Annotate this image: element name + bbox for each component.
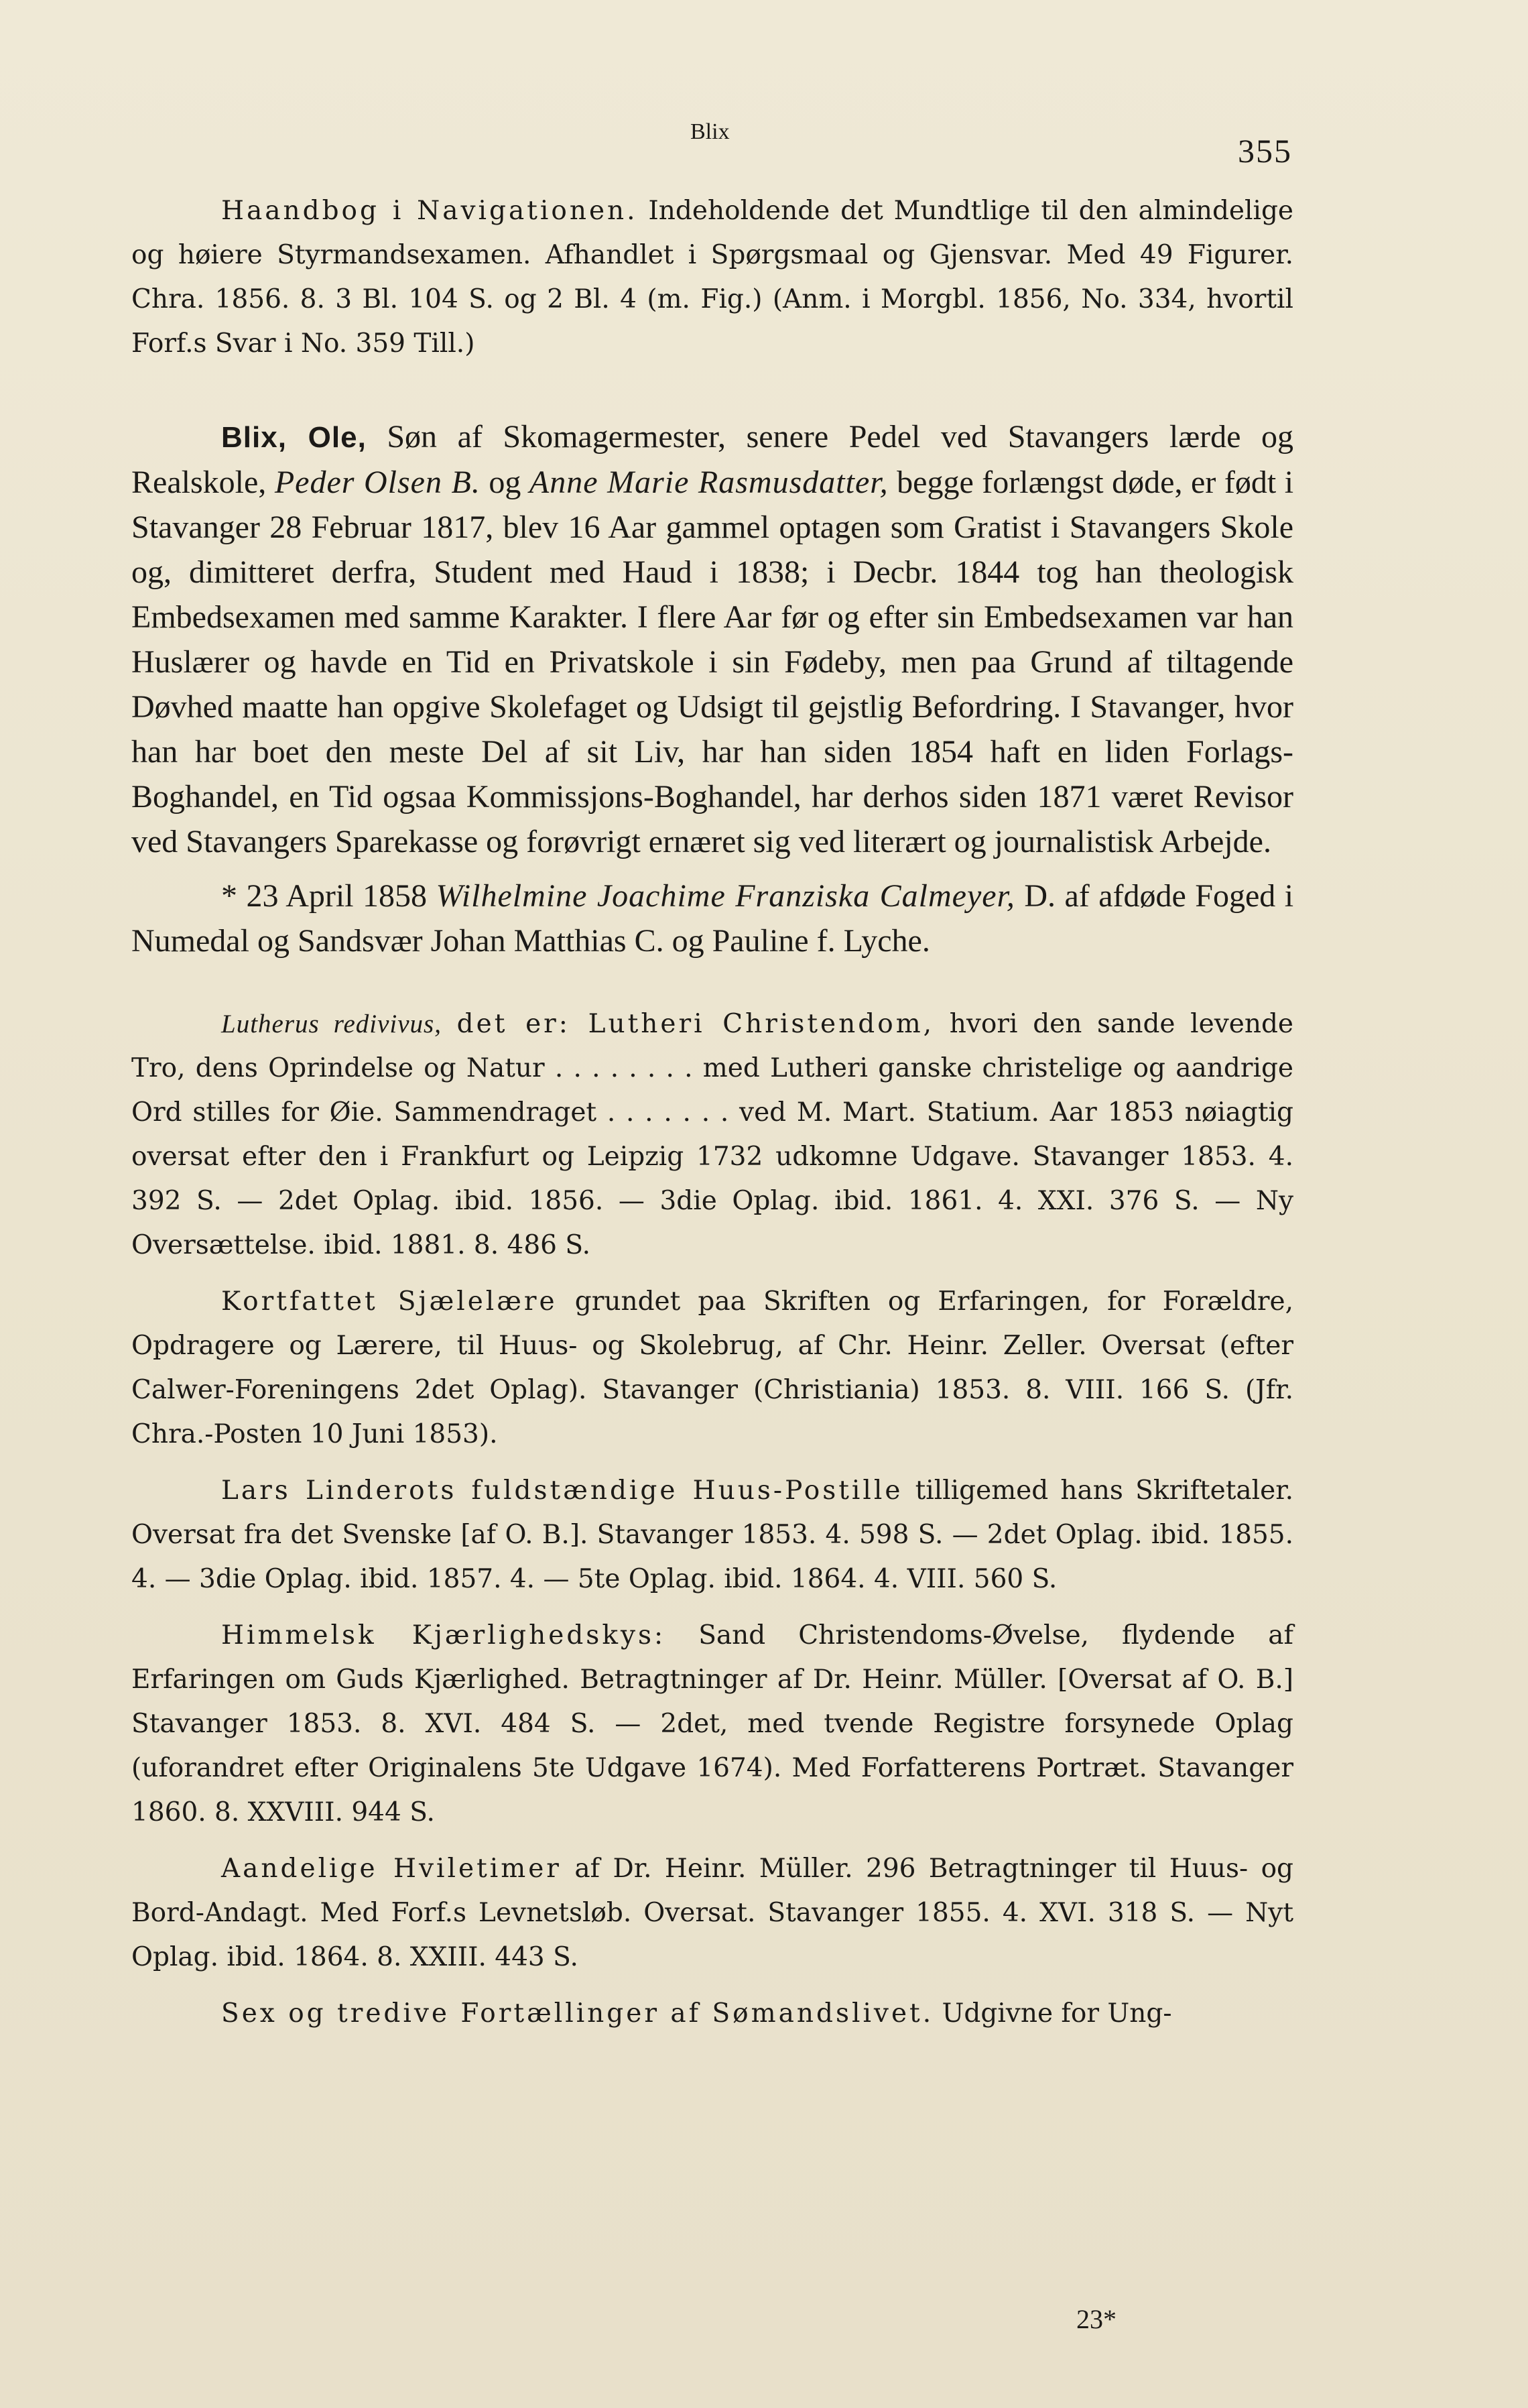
work-title: Aandelige Hviletimer: [221, 1854, 562, 1884]
biography-text-1: Søn af Skomagermester, senere Pedel ved Stavangers lærde og Realskole,: [131, 419, 1294, 500]
work-entry: [131, 1280, 1293, 1457]
work-entry: [131, 1992, 1293, 2036]
spouse-parents: D. af afdøde Foged i Numedal og Sandsvær Johan Matthias C. og Pauline f. Lyche.: [131, 878, 1294, 959]
mother-name: Anne Marie Rasmusdatter,: [529, 465, 889, 500]
work-title: Sex og tredive Fortællinger af Sømandslivet.: [221, 1998, 934, 2029]
section-gap: [131, 963, 1293, 1002]
work-description: tilligemed hans Skriftetaler. Oversat fra det Svenske [af O. B.]. Stavanger 1853. 4. 598 S. — 2det Oplag. ibid. 1855. 4. — 3die Oplag. ibid. 1857. 4. — 5te Oplag. ibid. 1864. 4. VIII. 560 S.: [131, 1476, 1293, 1594]
work-description: hvori den sande levende Tro, dens Oprindelse og Natur . . . . . . . . med Lutheri ganske christelige og aandrige Ord stilles for Øie. Sammendraget . . . . . . . ved M. Mart. Statium. Aar 1853 nøiagtig oversat efter den i Frankfurt og Leipzig 1732 udkomne Udgave. Stavanger 1853. 4. 392 S. — 2det Oplag. ibid. 1856. — 3die Oplag. ibid. 1861. 4. XXI. 376 S. — Ny Oversættelse. ibid. 1881. 8. 486 S.: [131, 1009, 1293, 1260]
spouse-name: Wilhelmine Joachime Franziska Calmeyer,: [436, 878, 1015, 914]
work-entry: [131, 1847, 1293, 1980]
father-name: Peder Olsen B.: [274, 465, 481, 500]
biography-paragraph: [131, 414, 1293, 864]
work-lead-title: Lutherus redivivus,: [221, 1010, 442, 1038]
biography-text-2: og: [489, 465, 521, 500]
book-entry: [131, 189, 1293, 366]
work-title: Kortfattet Sjælelære: [221, 1286, 558, 1317]
work-title: det er: Lutheri Christendom,: [456, 1009, 935, 1039]
book-title: Haandbog i Navigationen.: [221, 196, 638, 226]
work-entry: [131, 1614, 1293, 1835]
marriage-date: * 23 April 1858: [221, 878, 427, 914]
author-name: Blix, Ole,: [221, 421, 367, 454]
work-description: Sand Christendoms-Øvelse, flydende af Erfaringen om Guds Kjærlighed. Betragtninger af Dr. Heinr. Müller. [Oversat af O. B.] Stavanger 1853. 8. XVI. 484 S. — 2det, med tvende Registre forsynede Oplag (uforandret efter Originalens 5te Udgave 1674). Med Forfatterens Portræt. Stavanger 1860. 8. XXVIII. 944 S.: [131, 1620, 1293, 1827]
signature-mark: 23*: [1076, 2304, 1117, 2334]
work-description: Udgivne for Ung-: [942, 1998, 1172, 2029]
running-head: Blix: [690, 119, 730, 144]
work-description: af Dr. Heinr. Müller. 296 Betragtninger til Huus- og Bord-Andagt. Med Forf.s Levnetsløb. Oversat. Stavanger 1855. 4. XVI. 318 S. — Nyt Oplag. ibid. 1864. 8. XXIII. 443 S.: [131, 1854, 1294, 1972]
work-entry: [131, 1469, 1293, 1602]
work-description: grundet paa Skriften og Erfaringen, for Forældre, Opdragere og Lærere, til Huus- og Skolebrug, af Chr. Heinr. Zeller. Oversat (efter Calwer-Foreningens 2det Oplag). Stavanger (Christiania) 1853. 8. VIII. 166 S. (Jfr. Chra.-Posten 10 Juni 1853).: [131, 1286, 1293, 1449]
work-title: Lars Linderots fuldstændige Huus-Postille: [221, 1476, 903, 1506]
page-body: [131, 189, 1293, 2036]
book-description: Indeholdende det Mundtlige til den almindelige og høiere Styrmandsexamen. Afhandlet i Spørgsmaal og Gjensvar. Med 49 Figurer. Chra. 1856. 8. 3 Bl. 104 S. og 2 Bl. 4 (m. Fig.) (Anm. i Morgbl. 1856, No. 334, hvortil Forf.s Svar i No. 359 Till.): [131, 196, 1293, 359]
work-title: Himmelsk Kjærlighedskys:: [221, 1620, 666, 1650]
marriage-paragraph: [131, 874, 1293, 963]
work-entry: [131, 1002, 1293, 1268]
section-gap: [131, 366, 1293, 414]
biography-text-3: begge forlængst døde, er født i Stavanger 28 Februar 1817, blev 16 Aar gammel optagen som Gratist i Stavangers Skole og, dimitteret derfra, Student med Haud i 1838; i Decbr. 1844 tog han theologisk Embedsexamen med samme Karakter. I flere Aar før og efter sin Embedsexamen var han Huslærer og havde en Tid en Privatskole i sin Fødeby, men paa Grund af tiltagende Døvhed maatte han opgive Skolefaget og Udsigt til gejstlig Befordring. I Stavanger, hvor han har boet den meste Del af sit Liv, har han siden 1854 haft en liden Forlags-Boghandel, en Tid ogsaa Kommissjons-Boghandel, har derhos siden 1871 været Revisor ved Stavangers Sparekasse og forøvrigt ernæret sig ved literært og journalistisk Arbejde.: [131, 465, 1294, 859]
page-number: 355: [1238, 132, 1292, 170]
